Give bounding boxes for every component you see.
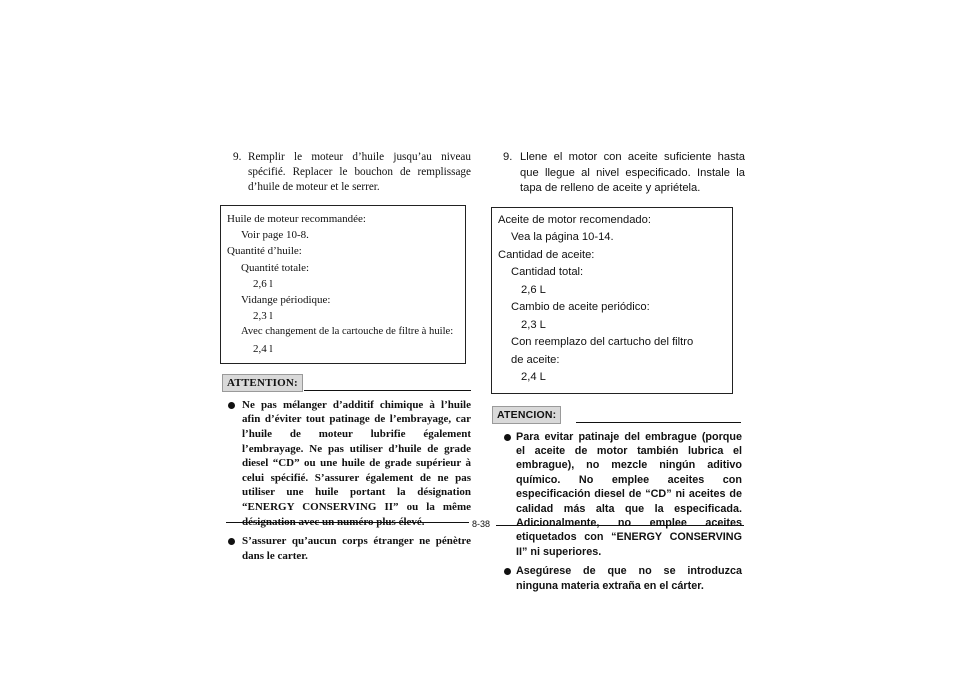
step-9	[498, 150, 745, 197]
spec-line: 2,6 l	[253, 277, 273, 290]
spec-line: Avec changement de la cartouche de filtre à huile:	[241, 326, 454, 338]
spec-line: Vidange périodique:	[241, 294, 331, 307]
list-item	[498, 430, 742, 560]
spec-line: Con reemplazo del cartucho del filtro de aceite:	[511, 336, 694, 366]
bullet-icon	[504, 568, 511, 575]
spec-line: Voir page 10-8.	[241, 229, 309, 242]
attention-header	[228, 374, 471, 394]
spec-line: 2,6 L	[521, 283, 546, 296]
spec-line: 2,4 L	[521, 371, 546, 383]
spec-line: Quantité d’huile:	[227, 245, 302, 258]
step-text: Llene el motor con aceite suficiente hasta que llegue al nivel especificado. Instale la tapa de relleno de aceite y apriétela.	[520, 151, 745, 194]
spec-line: 2,3 L	[521, 318, 546, 331]
bullet-text: Ne pas mélanger d’additif chimique à l’huile afin d’éviter tout patinage de l’embrayage, car l’huile de moteur lubrifie également l’embrayage. Ne pas utiliser d’huile de grade diesel “CD” ou une huile de grade supérieur à celui spécifié. S’assurer également de ne pas utiliser une huile portant la désignation “ENERGY CONSERVING II” ou la même désignation avec un numéro plus élevé.	[242, 398, 471, 528]
spec-line: Aceite de motor recomendado:	[498, 213, 651, 226]
page-number: 8-38	[472, 519, 491, 529]
step-text: Remplir le moteur d’huile jusqu’au niveau spécifié. Replacer le bouchon de remplissage d’huile de moteur et le serrer.	[248, 151, 471, 193]
step-9	[228, 150, 471, 195]
bullet-text: S’assurer qu’aucun corps étranger ne pénètre dans le carter.	[242, 535, 471, 562]
step-number: 9.	[233, 151, 242, 163]
bullet-text: Asegúrese de que no se introduzca ningunа materia extraña en el cárter.	[516, 565, 742, 592]
attention-header	[498, 406, 745, 426]
bullet-icon	[228, 538, 235, 545]
attention-bullets	[228, 398, 471, 564]
spec-line: Cantidad de aceite:	[498, 248, 595, 261]
footer-rule-left	[226, 522, 469, 523]
spec-line: Vea la página 10-14.	[511, 231, 614, 243]
attention-bullets	[498, 430, 745, 593]
bullet-icon	[504, 434, 511, 441]
attention-label: ATENCION:	[492, 406, 561, 424]
list-item	[228, 398, 471, 529]
spec-line: Cambio de aceite periódico:	[511, 301, 650, 313]
spec-line: Huile de moteur recommandée:	[227, 213, 366, 225]
list-item	[498, 564, 742, 593]
footer-rule-right	[496, 525, 744, 526]
spec-line: 2,3 l	[253, 310, 273, 323]
spec-box	[491, 207, 733, 394]
spec-line: Quantité totale:	[241, 261, 310, 274]
attention-label: ATTENTION:	[222, 374, 303, 392]
spec-box	[220, 205, 466, 364]
spanish-column	[498, 150, 745, 593]
attention-rule	[304, 390, 471, 391]
french-column	[228, 150, 471, 563]
spec-line: 2,4 l	[253, 342, 273, 355]
list-item	[228, 534, 471, 563]
attention-rule	[576, 422, 741, 423]
bullet-icon	[228, 402, 235, 409]
spec-line: Cantidad total:	[511, 266, 584, 278]
bullet-text: Para evitar patinaje del embrague (porque el aceite de motor también lubrica el embrague), no mezcle ningún aditivo químico. No emplee aceites con especificación diesel de “CD” ni aceites de calidad más alta que la especificada. Adicionalmente, no emplee aceites etiquetados con “ENERGY CONSERVING II” ni superiores.	[516, 430, 742, 558]
step-number: 9.	[503, 151, 513, 163]
